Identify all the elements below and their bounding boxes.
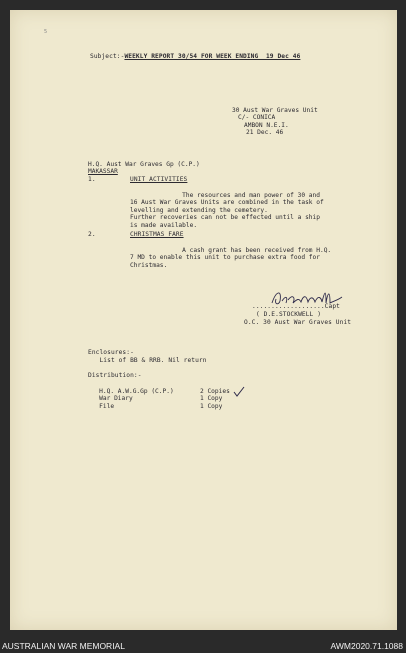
sender-address: [232, 99, 318, 145]
distribution-row: [88, 403, 230, 411]
signatory-name: ( D.E.STOCKWELL ): [256, 311, 322, 318]
item1-line: 16 Aust War Graves Units are combined in the task of: [130, 199, 324, 207]
distribution-copies: 2 Copies: [200, 387, 230, 395]
signature-dots: ...................Capt: [252, 303, 340, 310]
sender-line: C/- CONICA: [238, 114, 276, 122]
item2-line: Christmas.: [130, 261, 168, 269]
item2-body: [130, 239, 331, 277]
subject-text: WEEKLY REPORT 30/54 FOR WEEK ENDING 19 Dec 46: [124, 53, 301, 60]
enclosures-label: Enclosures:-: [88, 349, 134, 356]
addressee-line: H.Q. Aust War Graves Gp (C.P.): [88, 160, 200, 168]
addressee-line: MAKASSAR: [88, 168, 118, 176]
item2-heading: CHRISTMAS FARE: [130, 231, 184, 238]
item1-body: [130, 184, 324, 237]
item2-line: A cash grant has been received from H.Q.: [130, 246, 332, 254]
distribution-to: War Diary: [88, 395, 133, 403]
distribution-copies: 1 Copy: [200, 395, 223, 403]
enclosures-text: List of BB & RRB. Nil return: [88, 357, 207, 364]
subject-label: Subject:-: [90, 53, 125, 60]
distribution-list: [88, 380, 230, 418]
distribution-row: [88, 395, 230, 403]
item1-line: is made available.: [130, 221, 198, 229]
footer-left: AUSTRALIAN WAR MEMORIAL: [2, 641, 125, 651]
distribution-row: [88, 388, 230, 396]
distribution-to: File: [88, 402, 115, 410]
subject-line: [90, 53, 300, 61]
item1-number: 1.: [88, 176, 96, 183]
item1-heading: UNIT ACTIVITIES: [130, 176, 188, 183]
item1-line: The resources and man power of 30 and: [130, 191, 320, 199]
distribution-label: Distribution:-: [88, 372, 142, 379]
pencil-mark: 5: [44, 29, 48, 35]
distribution-to: H.Q. A.W.G.Gp (C.P.): [88, 387, 174, 395]
item2-number: 2.: [88, 231, 96, 238]
item1-line: levelling and extending the cemetery.: [130, 206, 268, 214]
item2-line: 7 MD to enable this unit to purchase extra food for: [130, 254, 320, 262]
footer-right: AWM2020.71.1088: [330, 641, 403, 651]
signatory-title: O.C. 30 Aust War Graves Unit: [244, 319, 352, 326]
sender-line: 21 Dec. 46: [246, 129, 284, 137]
item1-line: Further recoveries can not be effected until a ship: [130, 214, 320, 222]
distribution-copies: 1 Copy: [200, 402, 223, 410]
checkmark-icon: [233, 386, 245, 398]
sender-line: 30 Aust War Graves Unit: [232, 106, 318, 114]
sender-line: AMBON N.E.I.: [244, 121, 289, 129]
